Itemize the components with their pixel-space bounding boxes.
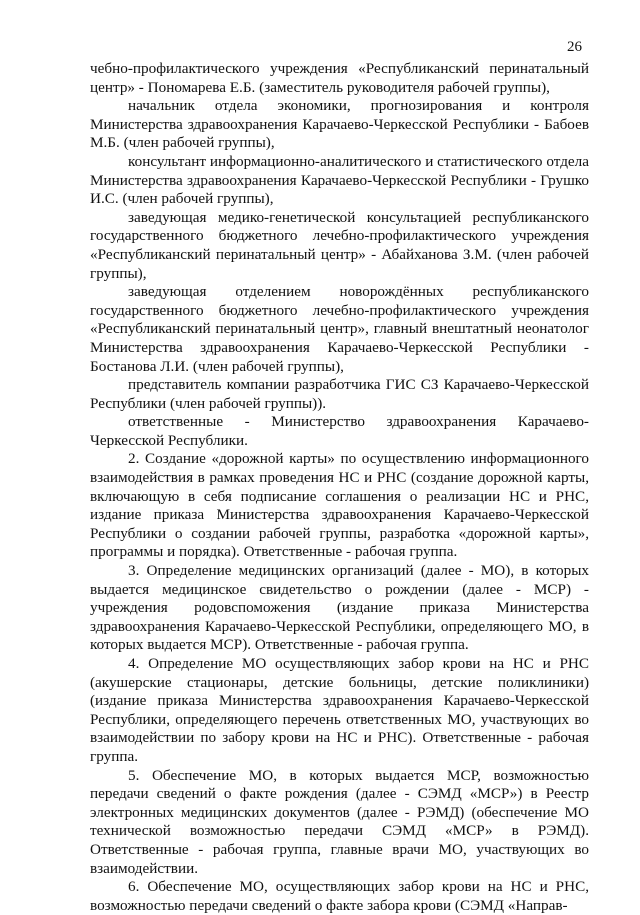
paragraph-item-6: 6. Обеспечение МО, осуществляющих забор крови на НС и РНС, возможностью передачи сведений о факте забора крови (СЭМД «Направ- xyxy=(90,878,589,914)
page-number: 26 xyxy=(567,39,582,55)
document-body xyxy=(90,60,589,915)
paragraph-member-baboev: начальник отдела экономики, прогнозирования и контроля Министерства здравоохранения Карачаево-Черкесской Республики - Бабоев М.Б. (член рабочей группы), xyxy=(90,97,589,152)
paragraph-item-3: 3. Определение медицинских организаций (далее - МО), в которых выдается медицинское свидетельство о рождении (далее - МСР) - учреждения родовспоможения (издание приказа Министерства здравоохранения Карачаево-Черкесской Республики, определяющего МО, в которых выдается МСР). Ответственные - рабочая группа. xyxy=(90,562,589,654)
paragraph-member-developer: представитель компании разработчика ГИС СЗ Карачаево-Черкесской Республики (член рабочей группы)). xyxy=(90,376,589,412)
paragraph-member-abaikhanova: заведующая медико-генетической консультацией республиканского государственного бюджетного лечебно-профилактического учреждения «Республиканский перинатальный центр» - Абайханова З.М. (член рабочей группы), xyxy=(90,208,589,282)
paragraph-member-grushko: консультант информационно-аналитического и статистического отдела Министерства здравоохранения Карачаево-Черкесской Республики - Грушко И.С. (член рабочей группы), xyxy=(90,152,589,208)
paragraph-responsible: ответственные - Министерство здравоохранения Карачаево-Черкесской Республики. xyxy=(90,413,589,449)
paragraph-item-2: 2. Создание «дорожной карты» по осуществлению информационного взаимодействия в рамках проведения НС и РНС (создание дорожной карты, включающую в себя подписание соглашения о реализации НС и РНС, издание приказа Министерства здравоохранения Карачаево-Черкесской Республики о создании рабочей группы, разработка «дорожной карты», программы и порядка). Ответственные - рабочая группа. xyxy=(90,450,589,561)
paragraph-item-5: 5. Обеспечение МО, в которых выдается МСР, возможностью передачи сведений о факте рождения (далее - СЭМД «МСР») в Реестр электронных медицинских документов (далее - РЭМД) (обеспечение МО технической возможностью передачи СЭМД «МСР» в РЭМД). Ответственные - рабочая группа, главные врачи МО, участвующих во взаимодействии. xyxy=(90,766,589,877)
paragraph-member-bostanova: заведующая отделением новорождённых республиканского государственного бюджетного лечебно-профилактического учреждения «Республиканский перинатальный центр», главный внештатный неонатолог Министерства здравоохранения Карачаево-Черкесской Республики - Бостанова Л.И. (член рабочей группы), xyxy=(90,283,589,375)
paragraph-continuation: чебно-профилактического учреждения «Республиканский перинатальный центр» - Пономарева Е.Б. (заместитель руководителя рабочей группы), xyxy=(90,60,589,96)
paragraph-item-4: 4. Определение МО осуществляющих забор крови на НС и РНС (акушерские стационары, детские больницы, детские поликлиники) (издание приказа Министерства здравоохранения Карачаево-Черкесской Республики, определяющего перечень ответственных МО, участвующих во взаимодействии по забору крови на НС и РНС). Ответственные - рабочая группа. xyxy=(90,655,589,765)
